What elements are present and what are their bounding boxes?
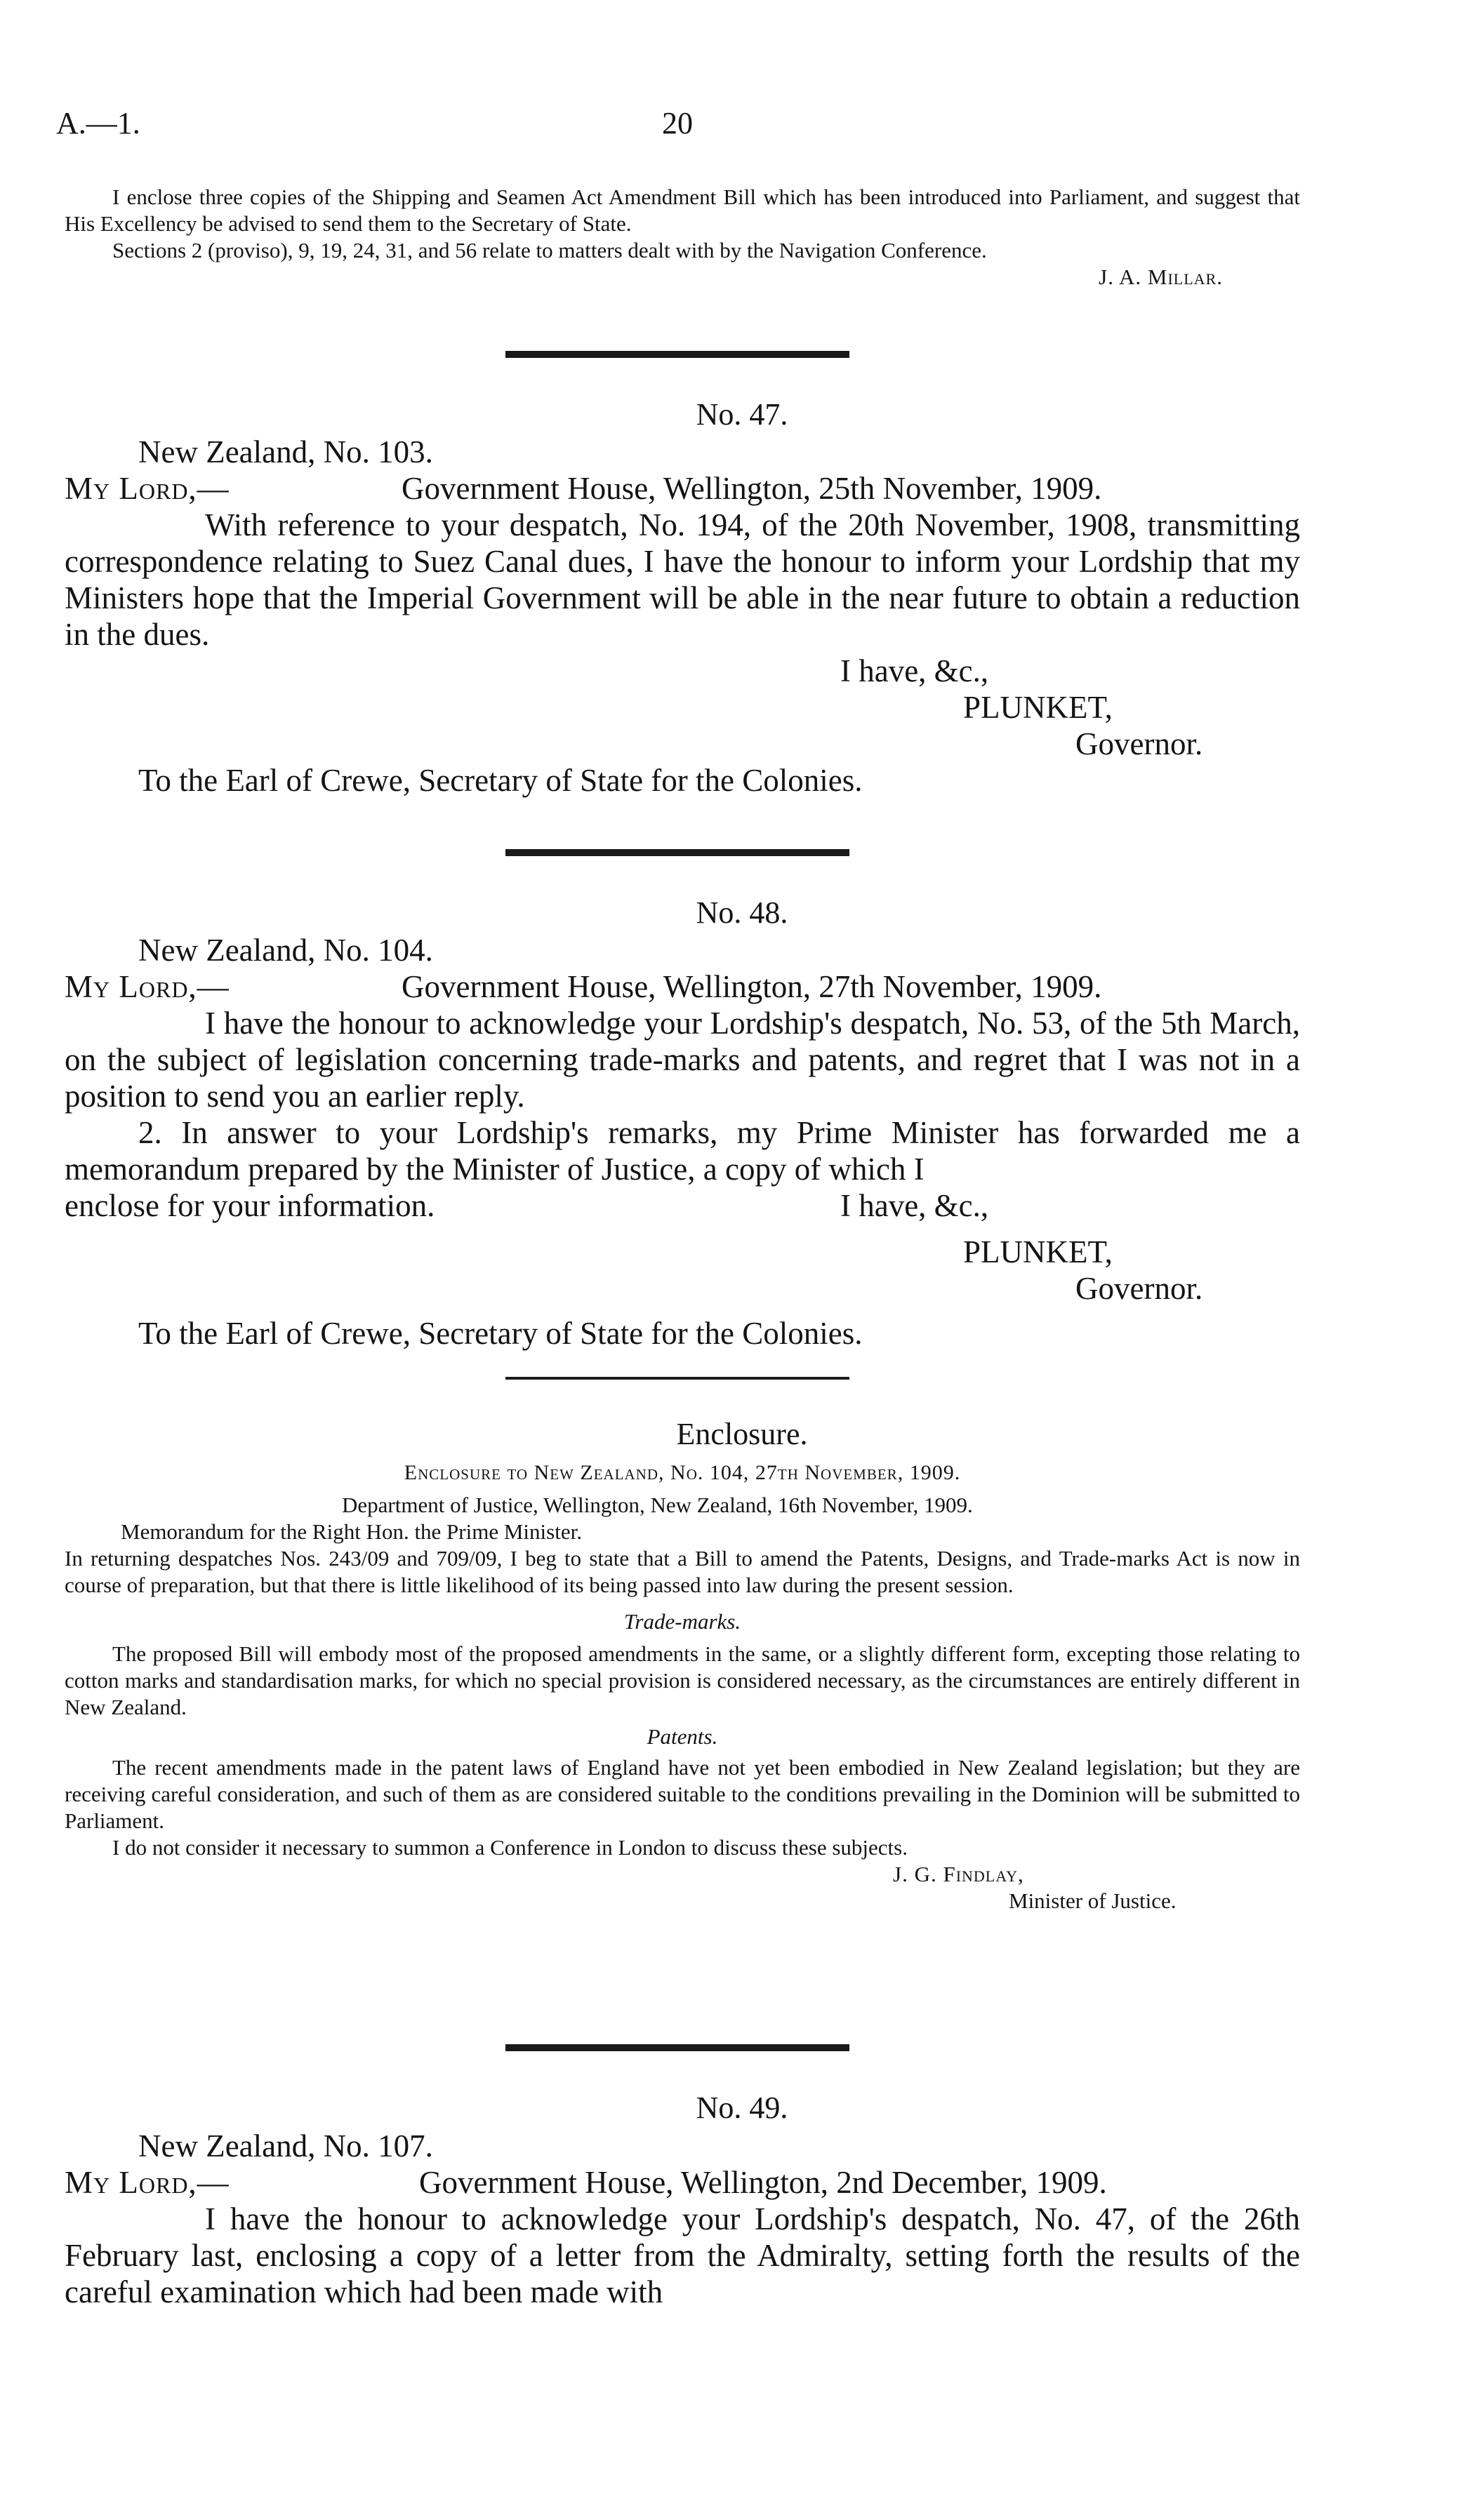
- despatch-47-reference: New Zealand, No. 103.: [138, 434, 433, 469]
- trademarks-paragraph: The proposed Bill will embody most of the proposed amendments in the same, or a slightly different form, excepting those relating to cotton marks and standardisation marks, for which no special provision is considered necessary, as the circumstances are entirely different in New Zealand.: [65, 1641, 1300, 1719]
- intro-signature: J. A. Millar.: [1099, 265, 1223, 289]
- intro-paragraph: I enclose three copies of the Shipping and Seamen Act Amendment Bill which has been introduced into Parliament, and suggest that His Excellency be advised to send them to the Secretary of State.: [65, 185, 1300, 236]
- despatch-48-paragraph-1: I have the honour to acknowledge your Lordship's despatch, No. 53, of the 5th March, on the subject of legislation concerning trade-marks and patents, and regret that I was not in a position to send you an earlier reply.: [65, 1006, 1300, 1114]
- despatch-47-address: Government House, Wellington, 25th November, 1909.: [402, 471, 1102, 506]
- despatch-47-title: Governor.: [1075, 726, 1203, 761]
- despatch-48-paragraph-2-end: enclose for your information.: [65, 1188, 435, 1223]
- page-number: 20: [662, 106, 693, 140]
- enclosure: [65, 1460, 1300, 1914]
- despatch-47-number: No. 47.: [696, 397, 788, 432]
- despatch-48: [65, 932, 1300, 1352]
- intro-sections-paragraph: Sections 2 (proviso), 9, 19, 24, 31, and 56 relate to matters dealt with by the Navigation Conference.: [112, 238, 987, 262]
- despatch-49-number: No. 49.: [696, 2091, 788, 2125]
- enclosure-signatory-title: Minister of Justice.: [1009, 1888, 1177, 1913]
- despatch-47-closing: I have, &c.,: [840, 653, 989, 688]
- enclosure-heading: Enclosure.: [676, 1417, 808, 1451]
- conference-paragraph: I do not consider it necessary to summon a Conference in London to discuss these subjects.: [112, 1835, 908, 1860]
- despatch-48-salutation: My Lord,—: [65, 969, 230, 1004]
- despatch-48-closing: I have, &c.,: [840, 1188, 989, 1223]
- despatch-47-body: With reference to your despatch, No. 194, of the 20th November, 1908, transmitting correspondence relating to Suez Canal dues, I have the honour to inform your Lordship that my Ministers hope that the Imperial Government will be able in the near future to obtain a reduction in the dues.: [65, 507, 1300, 652]
- despatch-48-paragraph-2: 2. In answer to your Lordship's remarks, my Prime Minister has forwarded me a memorandum prepared by the Minister of Justice, a copy of which I: [65, 1115, 1300, 1187]
- patents-heading: Patents.: [647, 1724, 718, 1749]
- despatch-49-address: Government House, Wellington, 2nd December, 1909.: [419, 2165, 1107, 2200]
- despatch-48-address: Government House, Wellington, 27th November, 1909.: [402, 969, 1102, 1004]
- enclosure-address: Department of Justice, Wellington, New Zealand, 16th November, 1909.: [342, 1493, 973, 1517]
- despatch-49-body: I have the honour to acknowledge your Lordship's despatch, No. 47, of the 26th February last, enclosing a copy of a letter from the Admiralty, setting forth the results of the careful examination which had been made with: [65, 2201, 1300, 2309]
- enclosure-subheading: Enclosure to New Zealand, No. 104, 27th November, 1909.: [404, 1461, 961, 1484]
- section-divider: [505, 351, 849, 358]
- patents-paragraph: The recent amendments made in the patent laws of England have not yet been embodied in New Zealand legislation; but they are receiving careful consideration, and such of them as are considered suitable to the conditions prevailing in the Dominion will be submitted to Parliament.: [65, 1755, 1300, 1833]
- despatch-48-title: Governor.: [1075, 1271, 1203, 1306]
- despatch-47-salutation: My Lord,—: [65, 471, 230, 506]
- section-divider: [505, 849, 849, 856]
- despatch-48-number: No. 48.: [696, 895, 788, 930]
- despatch-48-signatory: PLUNKET,: [963, 1234, 1113, 1269]
- intro-memo: [65, 184, 1300, 291]
- enclosure-memo-for: Memorandum for the Right Hon. the Prime Minister.: [121, 1519, 582, 1544]
- despatch-47: [65, 434, 1300, 799]
- despatch-48-addressee: To the Earl of Crewe, Secretary of State for the Colonies.: [138, 1316, 863, 1351]
- page-header: [56, 105, 1299, 147]
- document-reference: A.—1.: [56, 106, 140, 140]
- despatch-47-addressee: To the Earl of Crewe, Secretary of State for the Colonies.: [138, 763, 863, 798]
- section-divider: [505, 2044, 849, 2051]
- section-divider-thin: [505, 1377, 849, 1380]
- despatch-48-reference: New Zealand, No. 104.: [138, 933, 433, 968]
- trademarks-heading: Trade-marks.: [623, 1609, 741, 1634]
- despatch-47-signatory: PLUNKET,: [963, 690, 1113, 725]
- despatch-49-reference: New Zealand, No. 107.: [138, 2128, 433, 2164]
- enclosure-signatory: J. G. Findlay,: [893, 1862, 1024, 1886]
- despatch-49-salutation: My Lord,—: [65, 2165, 230, 2200]
- enclosure-paragraph-1: In returning despatches Nos. 243/09 and 709/09, I beg to state that a Bill to amend the Patents, Designs, and Trade-marks Act is now in course of preparation, but that there is little likelihood of its being passed into law during the present session.: [65, 1546, 1300, 1597]
- despatch-49: [65, 2128, 1300, 2310]
